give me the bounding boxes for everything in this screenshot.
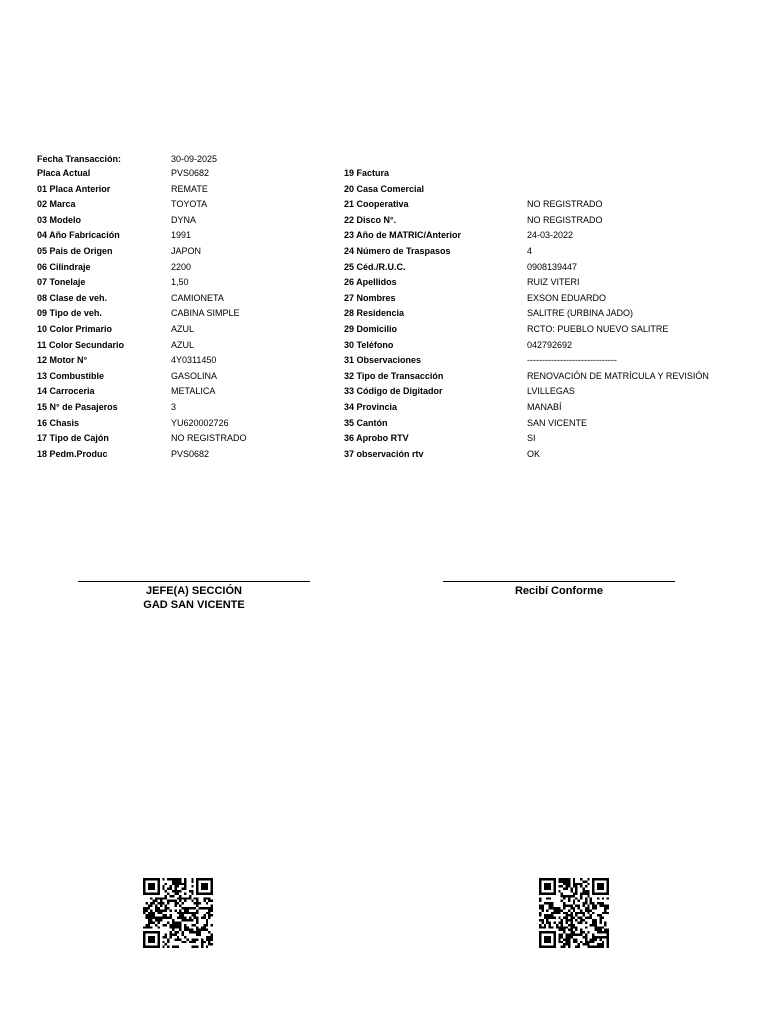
field-value-13-combustible: GASOLINA xyxy=(171,370,218,381)
field-label-18-pedm-produc: 18 Pedm.Produc xyxy=(37,448,108,459)
field-label-17-tipo-de-cajon: 17 Tipo de Cajón xyxy=(37,433,109,444)
field-label-35-canton: 35 Cantón xyxy=(344,417,388,428)
field-value-01-placa-anterior: REMATE xyxy=(171,183,208,194)
field-label-06-cilindraje: 06 Cilindraje xyxy=(37,261,91,272)
qr-code-right xyxy=(538,878,610,948)
field-label-03-modelo: 03 Modelo xyxy=(37,214,82,225)
field-value-14-carroceria: METALICA xyxy=(171,386,216,397)
field-value-placa-actual: PVS0682 xyxy=(171,168,210,178)
field-label-34-provincia: 34 Provincia xyxy=(344,402,398,412)
signature-subtitle-left: GAD SAN VICENTE xyxy=(143,599,245,611)
field-value-02-marca: TOYOTA xyxy=(171,199,208,210)
field-label-37-observacion-rtv: 37 observación rtv xyxy=(344,448,424,459)
field-value-36-aprobo-rtv: SI xyxy=(527,433,536,444)
field-value-31-observaciones: ------------------------------ xyxy=(527,355,617,366)
transaction-date-value: 30-09-2025 xyxy=(171,154,218,164)
field-value-06-cilindraje: 2200 xyxy=(171,261,192,272)
field-label-24-numero-de-traspasos: 24 Número de Traspasos xyxy=(344,246,451,256)
field-label-09-tipo-de-veh: 09 Tipo de veh. xyxy=(37,308,102,319)
field-value-26-apellidos: RUIZ VITERI xyxy=(527,277,580,288)
field-label-30-telefono: 30 Teléfono xyxy=(344,339,394,350)
transaction-date-label: Fecha Transacción: xyxy=(37,154,122,164)
field-label-31-observaciones: 31 Observaciones xyxy=(344,355,422,366)
field-label-07-tonelaje: 07 Tonelaje xyxy=(37,277,86,288)
field-label-19-factura: 19 Factura xyxy=(344,168,390,178)
field-label-21-cooperativa: 21 Cooperativa xyxy=(344,199,409,210)
field-value-16-chasis: YU620002726 xyxy=(171,417,229,428)
field-value-08-clase-de-veh: CAMIONETA xyxy=(171,292,224,303)
field-label-23-ano-de-matric-anterior: 23 Año de MATRIC/Anterior xyxy=(344,230,462,241)
field-value-17-tipo-de-cajon: NO REGISTRADO xyxy=(171,433,247,444)
field-value-34-provincia: MANABÍ xyxy=(527,402,562,412)
field-value-21-cooperativa: NO REGISTRADO xyxy=(527,199,603,210)
field-label-01-placa-anterior: 01 Placa Anterior xyxy=(37,183,111,194)
field-label-11-color-secundario: 11 Color Secundario xyxy=(37,339,125,350)
field-label-08-clase-de-veh: 08 Clase de veh. xyxy=(37,292,108,303)
qr-code-left xyxy=(142,878,214,948)
field-label-placa-actual: Placa Actual xyxy=(37,168,91,178)
signature-title-right: Recibí Conforme xyxy=(514,585,603,597)
field-label-32-tipo-de-transaccion: 32 Tipo de Transacción xyxy=(344,370,444,381)
field-label-25-ced-r-u-c: 25 Céd./R.U.C. xyxy=(344,261,406,272)
field-label-04-ano-fabricacion: 04 Año Fabricación xyxy=(37,230,120,241)
field-value-11-color-secundario: AZUL xyxy=(171,339,195,350)
signature-line-left xyxy=(78,581,310,582)
field-label-33-codigo-de-digitador: 33 Código de Digitador xyxy=(344,386,443,397)
field-label-13-combustible: 13 Combustible xyxy=(37,370,105,381)
field-value-12-motor-n: 4Y0311450 xyxy=(171,355,217,366)
field-value-03-modelo: DYNA xyxy=(171,214,197,225)
field-label-29-domicilio: 29 Domicilio xyxy=(344,324,398,334)
field-value-10-color-primario: AZUL xyxy=(171,324,195,334)
field-label-02-marca: 02 Marca xyxy=(37,199,76,210)
field-value-28-residencia: SALITRE (URBINA JADO) xyxy=(527,308,634,319)
field-value-29-domicilio: RCTO: PUEBLO NUEVO SALITRE xyxy=(527,324,669,334)
field-label-16-chasis: 16 Chasis xyxy=(37,417,80,428)
field-label-05-pais-de-origen: 05 Pais de Origen xyxy=(37,246,113,256)
field-value-09-tipo-de-veh: CABINA SIMPLE xyxy=(171,308,240,319)
field-label-27-nombres: 27 Nombres xyxy=(344,292,396,303)
field-label-12-motor-n: 12 Motor N° xyxy=(37,355,88,366)
field-label-26-apellidos: 26 Apellidos xyxy=(344,277,397,288)
signature-title-left: JEFE(A) SECCIÓN xyxy=(146,585,242,597)
field-value-37-observacion-rtv: OK xyxy=(527,448,541,459)
field-label-10-color-primario: 10 Color Primario xyxy=(37,324,113,334)
field-label-15-n-de-pasajeros: 15 N° de Pasajeros xyxy=(37,402,118,412)
field-value-15-n-de-pasajeros: 3 xyxy=(171,402,177,412)
field-value-35-canton: SAN VICENTE xyxy=(527,417,588,428)
field-label-36-aprobo-rtv: 36 Aprobo RTV xyxy=(344,433,409,444)
field-value-05-pais-de-origen: JAPON xyxy=(171,246,202,256)
field-value-18-pedm-produc: PVS0682 xyxy=(171,448,210,459)
field-value-23-ano-de-matric-anterior: 24-03-2022 xyxy=(527,230,574,241)
field-value-24-numero-de-traspasos: 4 xyxy=(527,246,533,256)
field-label-28-residencia: 28 Residencia xyxy=(344,308,405,319)
field-label-22-disco-n: 22 Disco N°. xyxy=(344,214,397,225)
field-value-30-telefono: 042792692 xyxy=(527,339,573,350)
field-value-07-tonelaje: 1,50 xyxy=(171,277,189,288)
field-value-25-ced-r-u-c: 0908139447 xyxy=(527,261,578,272)
signature-line-right xyxy=(443,581,675,582)
field-label-14-carroceria: 14 Carroceria xyxy=(37,386,95,397)
field-value-32-tipo-de-transaccion: RENOVACIÓN DE MATRÍCULA Y REVISIÓN xyxy=(527,370,709,381)
field-value-27-nombres: EXSON EDUARDO xyxy=(527,292,607,303)
field-value-22-disco-n: NO REGISTRADO xyxy=(527,214,603,225)
field-value-04-ano-fabricacion: 1991 xyxy=(171,230,192,241)
field-value-33-codigo-de-digitador: LVILLEGAS xyxy=(527,386,575,397)
field-label-20-casa-comercial: 20 Casa Comercial xyxy=(344,183,425,194)
